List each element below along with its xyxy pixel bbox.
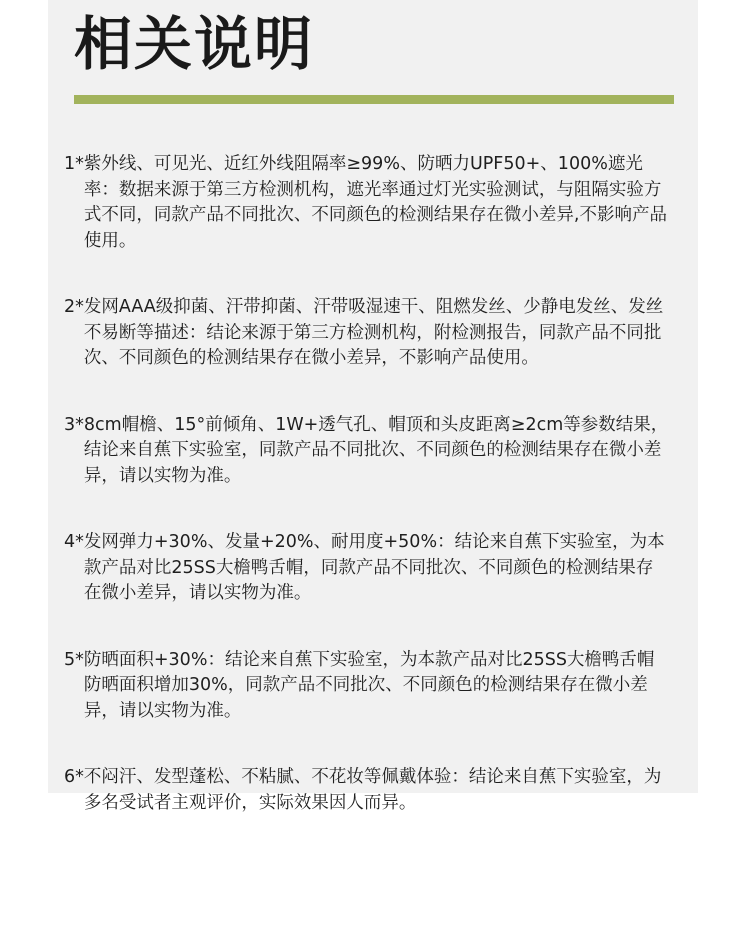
- note-item: [64, 530, 670, 607]
- note-number: 2*: [64, 297, 84, 317]
- page-title: 相关说明: [74, 10, 315, 78]
- note-text: 不闷汗、发型蓬松、不粘腻、不花妆等佩戴体验：结论来自蕉下实验室，为多名受试者主观评价，实际效果因人而异。: [83, 767, 662, 813]
- note-number: 1*: [64, 154, 84, 174]
- note-item: [64, 152, 670, 254]
- note-text: 紫外线、可见光、近红外线阻隔率≥99%、防晒力UPF50+、100%遮光率：数据来源于第三方检测机构，遮光率通过灯光实验测试，与阻隔实验方式不同，同款产品不同批次、不同颜色的检测结果存在微小差异,不影响产品使用。: [83, 154, 667, 251]
- note-item: [64, 648, 670, 725]
- note-text: 发网AAA级抑菌、汗带抑菌、汗带吸湿速干、阻燃发丝、少静电发丝、发丝不易断等描述：结论来源于第三方检测机构，附检测报告，同款产品不同批次、不同颜色的检测结果存在微小差异，不影响产品使用。: [83, 297, 664, 368]
- note-number: 4*: [64, 532, 84, 552]
- note-number: 6*: [64, 767, 84, 787]
- title-divider: [74, 95, 674, 104]
- note-text: 防晒面积+30%：结论来自蕉下实验室，为本款产品对比25SS大檐鸭舌帽防晒面积增加30%，同款产品不同批次、不同颜色的检测结果存在微小差异，请以实物为准。: [83, 649, 655, 721]
- note-item: [64, 765, 670, 816]
- notes-list: [64, 152, 670, 857]
- note-text: 发网弹力+30%、发量+20%、耐用度+50%：结论来自蕉下实验室，为本款产品对比25SS大檐鸭舌帽，同款产品不同批次、不同颜色的检测结果存在微小差异，请以实物为准。: [83, 532, 665, 603]
- note-number: 5*: [64, 649, 84, 670]
- note-item: [64, 413, 670, 490]
- note-text: 8cm帽檐、15°前倾角、1W+透气孔、帽顶和头皮距离≥2cm等参数结果，结论来自蕉下实验室，同款产品不同批次、不同颜色的检测结果存在微小差异，请以实物为准。: [83, 414, 669, 486]
- note-number: 3*: [64, 414, 84, 435]
- note-item: [64, 295, 670, 372]
